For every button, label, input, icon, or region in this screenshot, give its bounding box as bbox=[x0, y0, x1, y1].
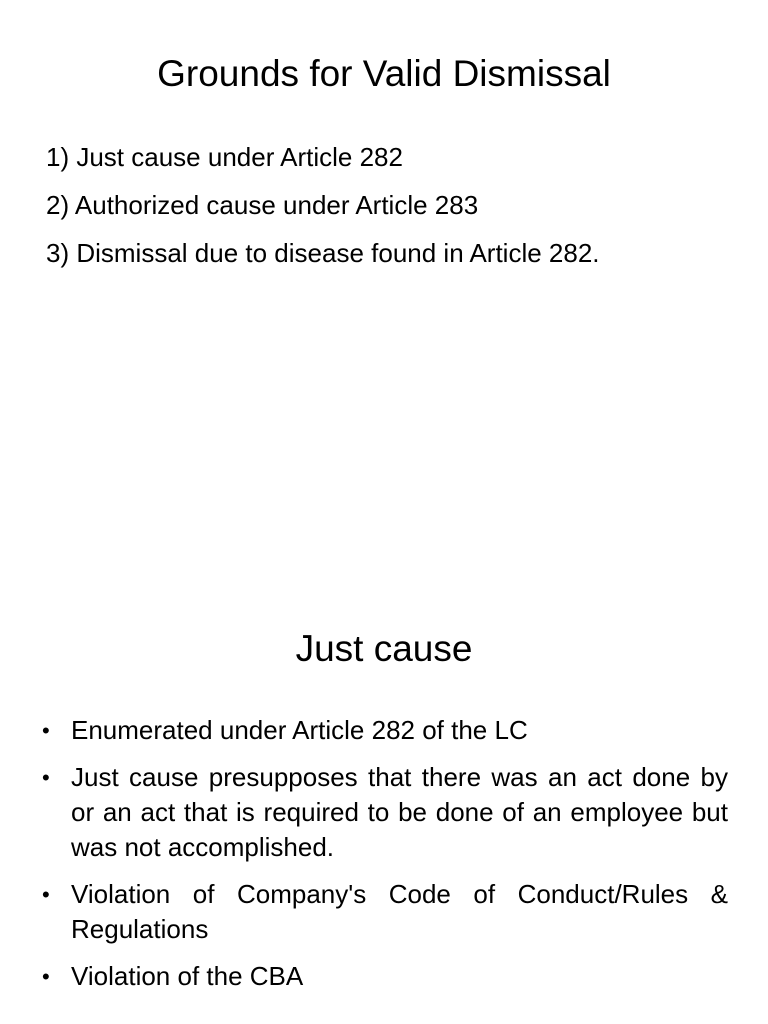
bullet-icon: • bbox=[42, 964, 50, 989]
slide-just-cause bbox=[0, 512, 768, 1024]
bullet-icon: • bbox=[42, 882, 50, 907]
grounds-list-item: 1) Just cause under Article 282 bbox=[46, 142, 403, 172]
bullet-icon: • bbox=[42, 718, 50, 743]
bullet-list-item bbox=[42, 713, 728, 748]
slide-title: Just cause bbox=[295, 628, 473, 669]
bullet-icon: • bbox=[42, 765, 50, 790]
just-cause-list bbox=[42, 713, 728, 1006]
bullet-list-item bbox=[42, 760, 728, 865]
grounds-list bbox=[46, 141, 600, 285]
bullet-text: Just cause presupposes that there was an act done by or an act that is required to be done of an employee but was not accomplished. bbox=[71, 762, 728, 862]
grounds-list-item: 3) Dismissal due to disease found in Article 282. bbox=[46, 238, 600, 268]
slide-title: Grounds for Valid Dismissal bbox=[157, 53, 611, 94]
bullet-text: Enumerated under Article 282 of the LC bbox=[71, 715, 528, 745]
bullet-text: Violation of Company's Code of Conduct/Rules & Regulations bbox=[71, 879, 728, 944]
bullet-text: Violation of the CBA bbox=[71, 961, 304, 991]
bullet-list-item bbox=[42, 877, 728, 947]
bullet-list-item bbox=[42, 959, 728, 994]
grounds-list-item: 2) Authorized cause under Article 283 bbox=[46, 190, 479, 220]
